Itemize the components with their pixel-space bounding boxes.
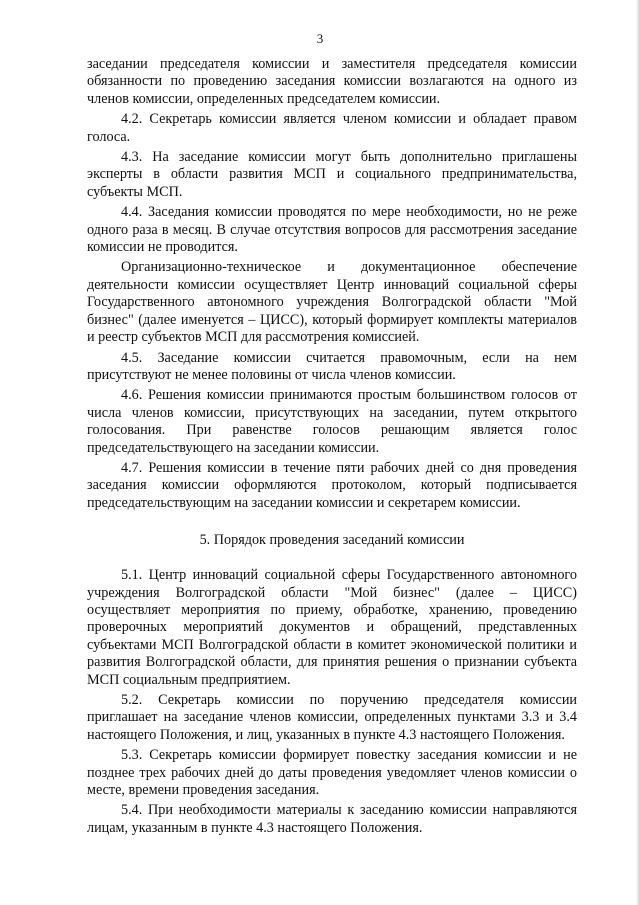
paragraph-organizational-support: Организационно-техническое и документационное обеспечение деятельности комиссии осуществляет Центр инноваций социальной сферы Государственного автономного учреждения Волгоградской области "Мой бизнес" (далее именуется – ЦИСС), который формирует комплекты материалов и реестр субъектов МСП для рассмотрения комиссией.: [87, 259, 577, 346]
scan-edge-shadow: [636, 0, 640, 905]
paragraph-4-3: 4.3. На заседание комиссии могут быть дополнительно приглашены эксперты в области развития МСП и социального предпринимательства, субъекты МСП.: [87, 149, 577, 200]
paragraph-5-1: 5.1. Центр инноваций социальной сферы Государственного автономного учреждения Волгоградской области "Мой бизнес" (далее – ЦИСС) осуществляет мероприятия по приему, обработке, хранению, проведению проверочных мероприятий документов и обращений, представленных субъектами МСП Волгоградской области в комитет экономической политики и развития Волгоградской области, для принятия решения о признании субъекта МСП социальным предприятием.: [87, 567, 577, 688]
paragraph-5-2: 5.2. Секретарь комиссии по поручению председателя комиссии приглашает на заседание членов комиссии, определенных пунктами 3.3 и 3.4 настоящего Положения, и лиц, указанных в пункте 4.3 настоящего Положения.: [87, 692, 577, 743]
paragraph-5-4: 5.4. При необходимости материалы к заседанию комиссии направляются лицам, указанным в пункте 4.3 настоящего Положения.: [87, 802, 577, 836]
page-number: 3: [316, 31, 324, 46]
paragraph-4-6: 4.6. Решения комиссии принимаются простым большинством голосов от числа членов комиссии, присутствующих на заседании, путем открытого голосования. При равенстве голосов решающим является голос председательствующего на заседании комиссии.: [87, 387, 577, 456]
paragraph-4-5: 4.5. Заседание комиссии считается правомочным, если на нем присутствуют не менее половины от числа членов комиссии.: [87, 349, 577, 383]
paragraph-4-2: 4.2. Секретарь комиссии является членом комиссии и обладает правом голоса.: [87, 111, 577, 145]
paragraph-4-4: 4.4. Заседания комиссии проводятся по мере необходимости, но не реже одного раза в месяц. В случае отсутствия вопросов для рассмотрения заседание комиссии не проводится.: [87, 204, 577, 256]
section-heading: 5. Порядок проведения заседаний комиссии: [199, 532, 465, 549]
document-body: [87, 56, 577, 840]
paragraph-5-3: 5.3. Секретарь комиссии формирует повестку заседания комиссии и не позднее трех рабочих дней до даты проведения уведомляет членов комиссии о месте, времени проведения заседания.: [87, 747, 577, 799]
paragraph-4-7: 4.7. Решения комиссии в течение пяти рабочих дней со дня проведения заседания комиссии оформляются протоколом, который подписывается председательствующим на заседании комиссии и секретарем комиссии.: [87, 459, 577, 511]
paragraph-continuation: заседании председателя комиссии и заместителя председателя комиссии обязанности по проведению заседания комиссии возлагаются на одного из членов комиссии, определенных председателем комиссии.: [87, 56, 577, 107]
